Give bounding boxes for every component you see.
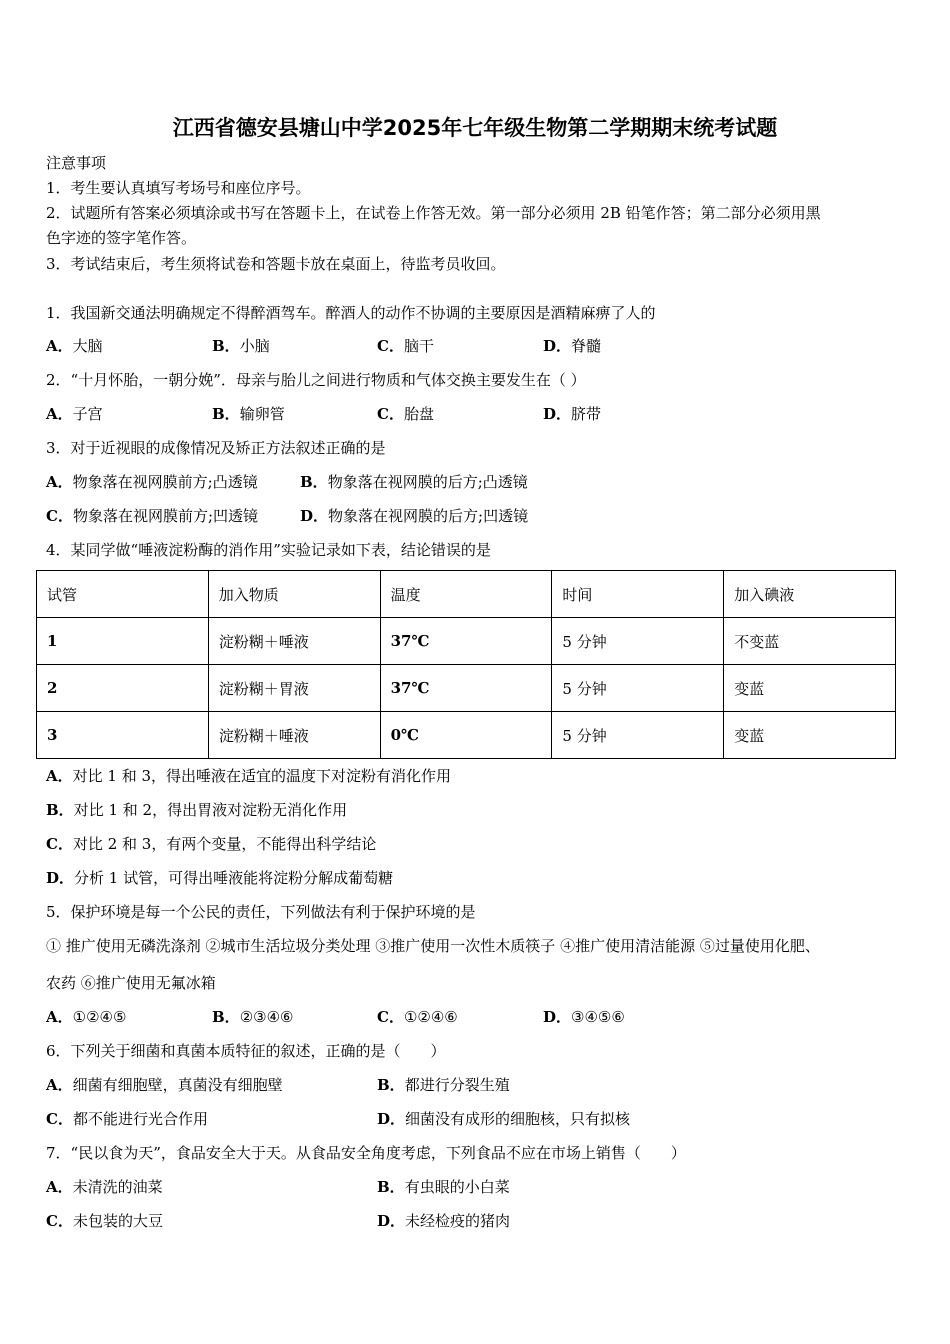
q3-option-d[interactable]: D．物象落在视网膜的后方;凹透镜 — [300, 507, 529, 525]
q6-option-c[interactable]: C．都不能进行光合作用 — [46, 1110, 208, 1128]
table-cell: 5 分钟 — [552, 665, 724, 712]
q4-option-b[interactable]: B．对比 1 和 2，得出胃液对淀粉无消化作用 — [46, 801, 348, 819]
table-cell: 5 分钟 — [552, 618, 724, 665]
notice-heading: 注意事项 — [46, 154, 107, 172]
q7-option-a[interactable]: A．未清洗的油菜 — [46, 1178, 163, 1196]
question-5-items: 农药 ⑥推广使用无氟冰箱 — [46, 974, 216, 992]
q6-option-b[interactable]: B．都进行分裂生殖 — [377, 1076, 510, 1094]
table-cell: 变蓝 — [724, 665, 896, 712]
table-cell: 变蓝 — [724, 712, 896, 759]
table-header-cell: 加入碘液 — [724, 571, 896, 618]
q6-option-a[interactable]: A．细菌有细胞壁，真菌没有细胞壁 — [46, 1076, 283, 1094]
q1-option-a[interactable]: A．大脑 — [46, 337, 103, 355]
table-cell: 淀粉糊＋唾液 — [208, 712, 380, 759]
page-title: 江西省德安县塘山中学2025年七年级生物第二学期期末统考试题 — [172, 116, 778, 140]
q2-option-b[interactable]: B．输卵管 — [212, 405, 285, 423]
q4-option-c[interactable]: C．对比 2 和 3，有两个变量，不能得出科学结论 — [46, 835, 377, 853]
question-5-stem: 5．保护环境是每一个公民的责任，下列做法有利于保护环境的是 — [46, 903, 476, 921]
table-cell: 淀粉糊＋胃液 — [208, 665, 380, 712]
q5-option-a[interactable]: A．①②④⑤ — [46, 1008, 127, 1026]
question-6-stem: 6．下列关于细菌和真菌本质特征的叙述，正确的是（ ） — [46, 1042, 446, 1060]
table-cell: 3 — [37, 712, 209, 759]
table-header-row — [37, 571, 896, 618]
table-header-cell: 时间 — [552, 571, 724, 618]
q2-option-c[interactable]: C．胎盘 — [377, 405, 434, 423]
table-row — [37, 665, 896, 712]
q2-option-d[interactable]: D．脐带 — [543, 405, 602, 423]
table-row — [37, 618, 896, 665]
q1-option-c[interactable]: C．脑干 — [377, 337, 434, 355]
q6-option-d[interactable]: D．细菌没有成形的细胞核，只有拟核 — [377, 1110, 631, 1128]
table-cell: 37℃ — [380, 665, 552, 712]
q3-option-b[interactable]: B．物象落在视网膜的后方;凸透镜 — [300, 473, 528, 491]
q7-option-c[interactable]: C．未包装的大豆 — [46, 1212, 163, 1230]
table-cell: 淀粉糊＋唾液 — [208, 618, 380, 665]
table-row — [37, 712, 896, 759]
q5-option-d[interactable]: D．③④⑤⑥ — [543, 1008, 625, 1026]
table-cell: 1 — [37, 618, 209, 665]
q1-option-d[interactable]: D．脊髓 — [543, 337, 602, 355]
experiment-table — [36, 570, 896, 759]
question-5-items: ① 推广使用无磷洗涤剂 ②城市生活垃圾分类处理 ③推广使用一次性木质筷子 ④推广使用清洁能源 ⑤过量使用化肥、 — [46, 937, 820, 955]
q1-option-b[interactable]: B．小脑 — [212, 337, 270, 355]
table-cell: 不变蓝 — [724, 618, 896, 665]
table-header-cell: 温度 — [380, 571, 552, 618]
table-cell: 37℃ — [380, 618, 552, 665]
q4-option-d[interactable]: D．分析 1 试管，可得出唾液能将淀粉分解成葡萄糖 — [46, 869, 394, 887]
q3-option-a[interactable]: A．物象落在视网膜前方;凸透镜 — [46, 473, 258, 491]
table-cell: 5 分钟 — [552, 712, 724, 759]
q5-option-c[interactable]: C．①②④⑥ — [377, 1008, 458, 1026]
q7-option-b[interactable]: B．有虫眼的小白菜 — [377, 1178, 510, 1196]
table-cell: 0℃ — [380, 712, 552, 759]
q3-option-c[interactable]: C．物象落在视网膜前方;凹透镜 — [46, 507, 259, 525]
table-cell: 2 — [37, 665, 209, 712]
question-4-stem: 4．某同学做“唾液淀粉酶的消作用”实验记录如下表，结论错误的是 — [46, 541, 491, 559]
notice-item: 色字迹的签字笔作答。 — [46, 229, 197, 247]
table-header-cell: 加入物质 — [208, 571, 380, 618]
question-1-stem: 1．我国新交通法明确规定不得醉酒驾车。醉酒人的动作不协调的主要原因是酒精麻痹了人的 — [46, 304, 656, 322]
table-header-cell: 试管 — [37, 571, 209, 618]
notice-item: 1．考生要认真填写考场号和座位序号。 — [46, 179, 311, 197]
q7-option-d[interactable]: D．未经检疫的猪肉 — [377, 1212, 511, 1230]
q5-option-b[interactable]: B．②③④⑥ — [212, 1008, 294, 1026]
question-2-stem: 2．“十月怀胎，一朝分娩”．母亲与胎儿之间进行物质和气体交换主要发生在（ ） — [46, 371, 586, 389]
question-3-stem: 3．对于近视眼的成像情况及矫正方法叙述正确的是 — [46, 439, 386, 457]
notice-item: 2．试题所有答案必须填涂或书写在答题卡上，在试卷上作答无效。第一部分必须用 2B 铅笔作答；第二部分必须用黑 — [46, 204, 821, 222]
q2-option-a[interactable]: A．子宫 — [46, 405, 103, 423]
question-7-stem: 7．“民以食为天”，食品安全大于天。从食品安全角度考虑，下列食品不应在市场上销售（ ） — [46, 1144, 686, 1162]
q4-option-a[interactable]: A．对比 1 和 3，得出唾液在适宜的温度下对淀粉有消化作用 — [46, 767, 452, 785]
notice-item: 3．考试结束后，考生须将试卷和答题卡放在桌面上，待监考员收回。 — [46, 255, 506, 273]
